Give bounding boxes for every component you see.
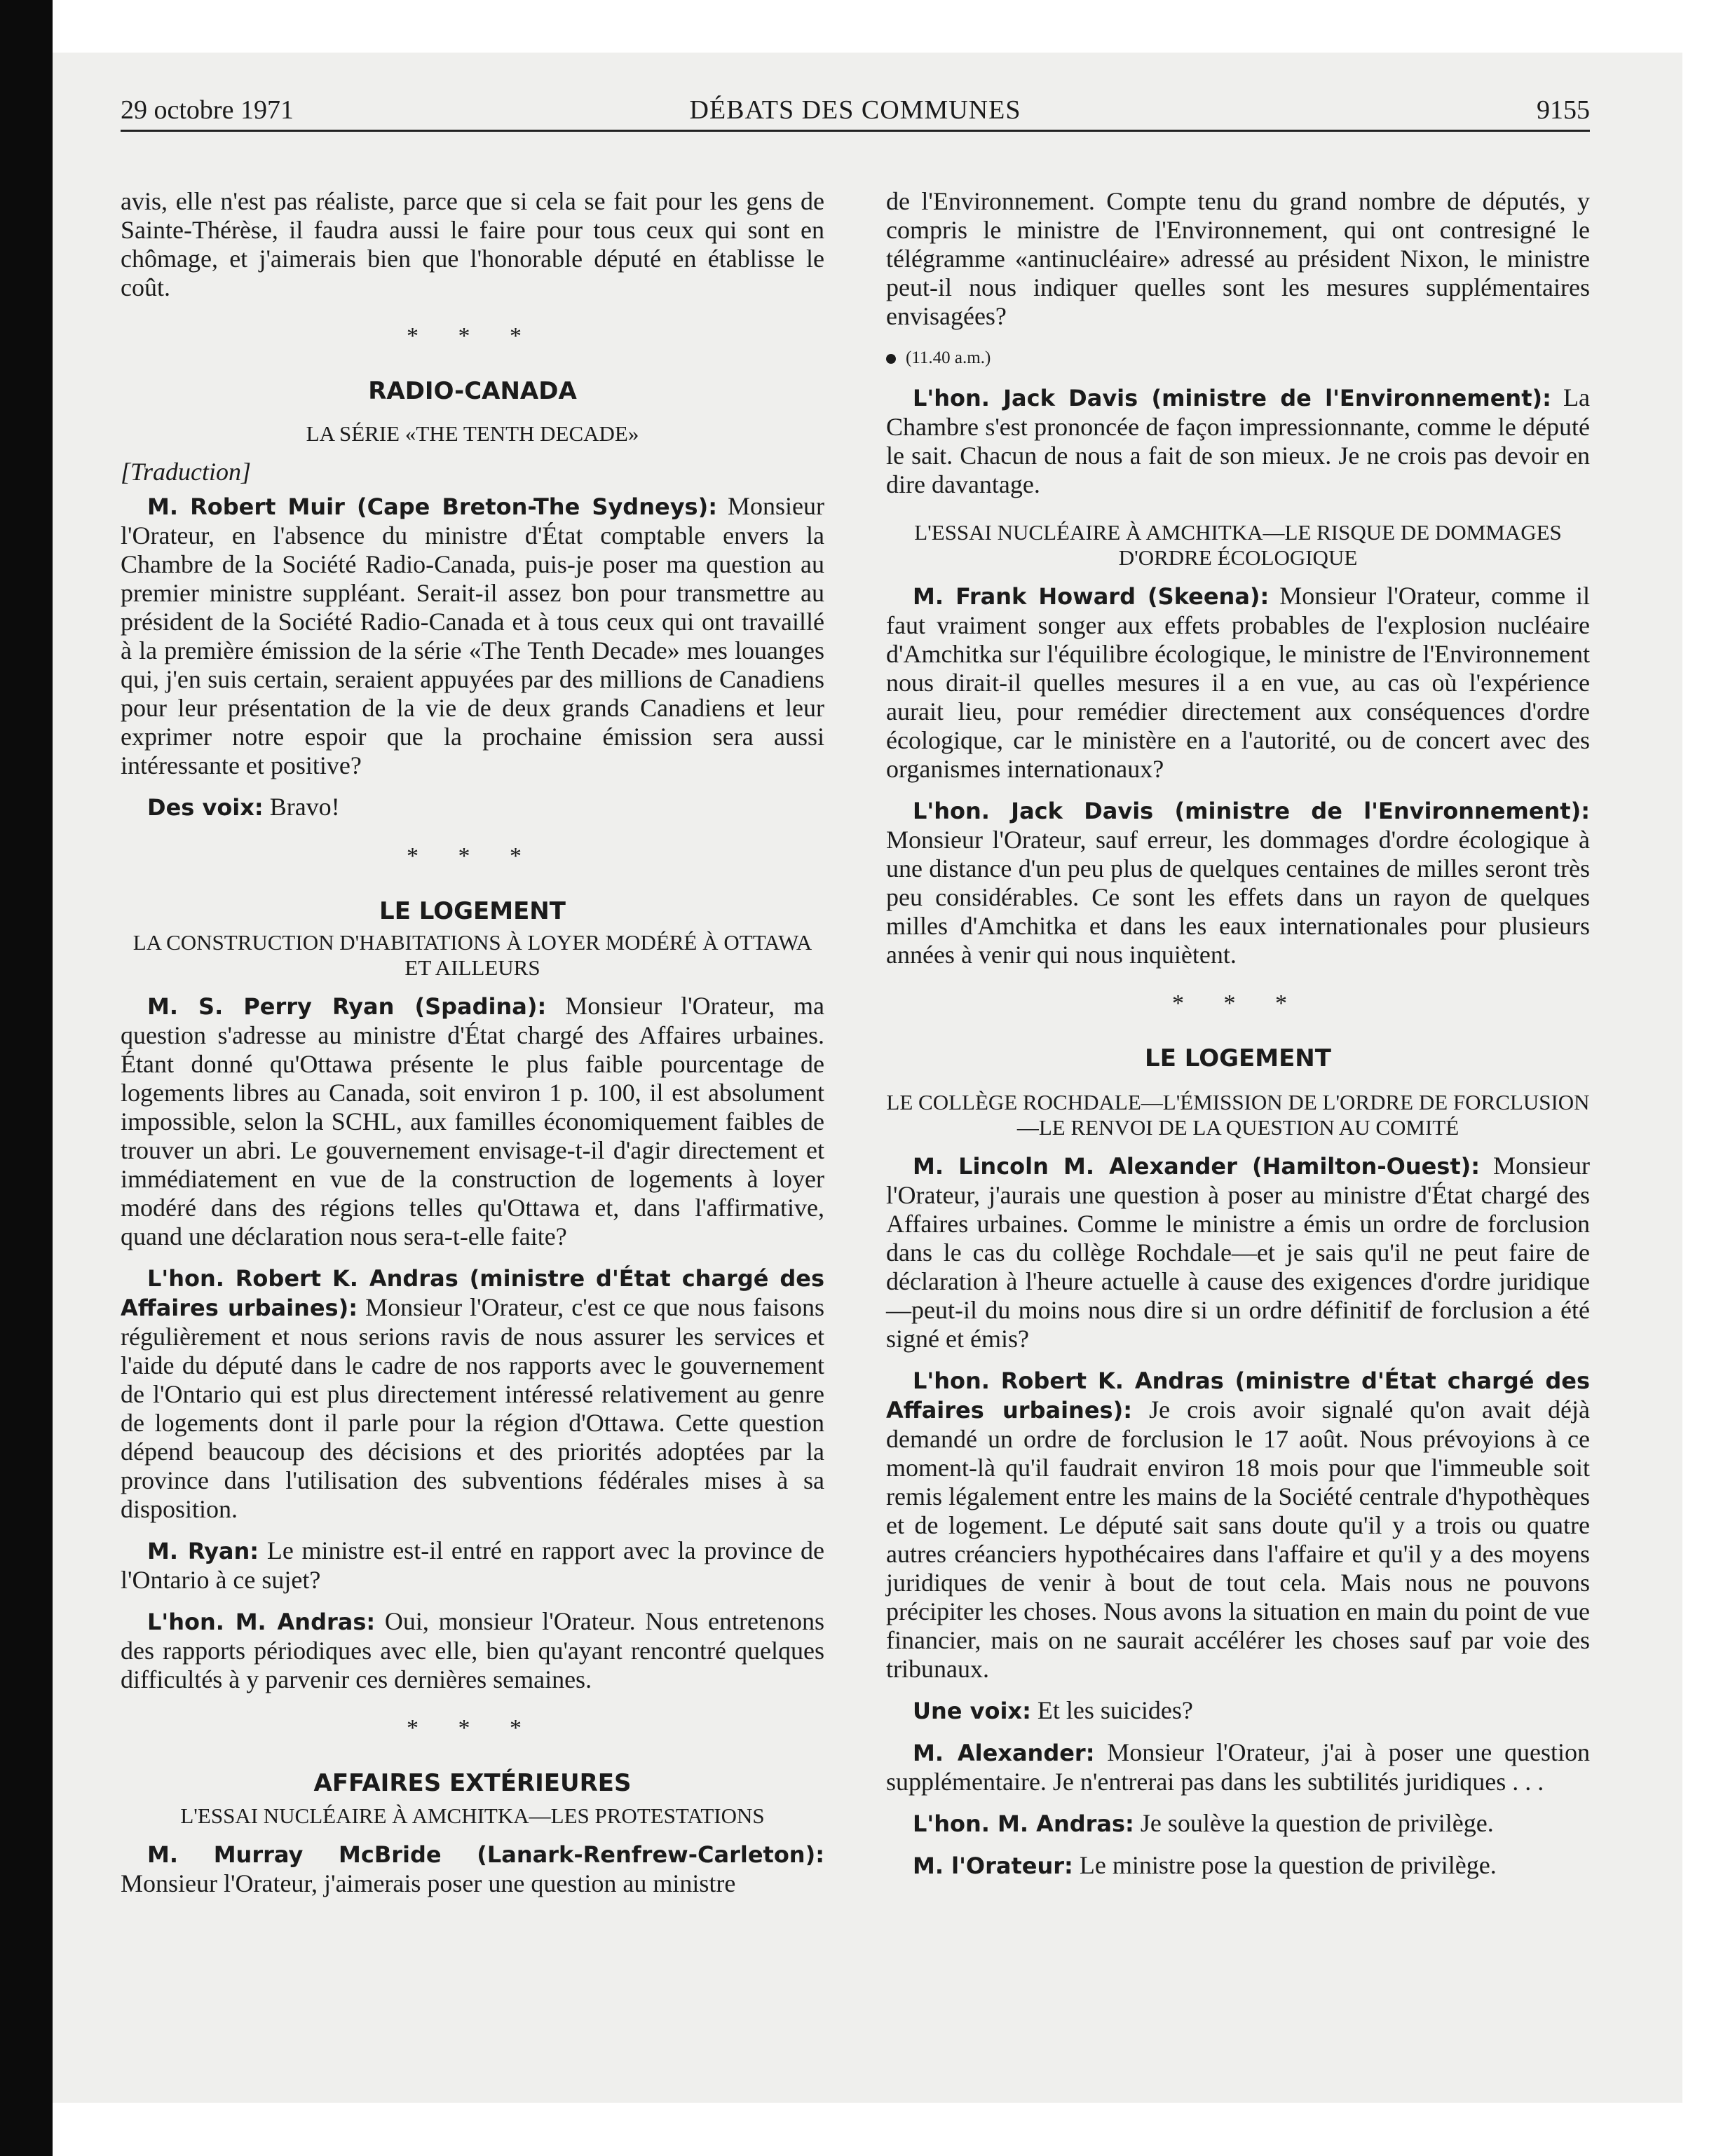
speech-text: Monsieur l'Orateur, en l'absence du ministre d'État comptable envers la Chambre de la Société Radio-Canada, puis-je poser ma question au premier ministre suppléant. Serait-il assez bon pour transmettre au président de la Société Radio-Canada et à tous ceux qui ont travaillé à la première émission de la série «The Tenth Decade» mes louanges qui, j'en suis certain, seraient appuyées par des millions de Canadiens pour leur présentation de la vie de deux grands Canadiens et leur exprimer notre espoir que la prochaine émission sera aussi intéressante et positive? bbox=[121, 492, 824, 779]
paragraph: avis, elle n'est pas réaliste, parce que si cela se fait pour les gens de Sainte-Thérèse, il faudra aussi le faire pour tous ceux qui sont en chômage, et j'aimerais bien que l'honorable député en établisse le coût. bbox=[121, 187, 824, 301]
speaker: M. Lincoln M. Alexander (Hamilton-Ouest): bbox=[913, 1153, 1481, 1180]
header-date: 29 octobre 1971 bbox=[121, 95, 294, 125]
speech bbox=[886, 1696, 1590, 1726]
section-subtitle: LA SÉRIE «THE TENTH DECADE» bbox=[306, 421, 639, 446]
speech bbox=[121, 1607, 824, 1694]
speech bbox=[121, 492, 824, 780]
speech-text: Bravo! bbox=[263, 793, 340, 821]
section-title: LE LOGEMENT bbox=[379, 897, 566, 925]
speech bbox=[886, 582, 1590, 784]
section-separator: * * * bbox=[407, 843, 538, 869]
section-subtitle: L'ESSAI NUCLÉAIRE À AMCHITKA—LES PROTESTATIONS bbox=[180, 1803, 765, 1828]
speaker: L'hon. Jack Davis (ministre de l'Environnement): bbox=[913, 798, 1590, 824]
speech bbox=[121, 793, 824, 822]
speech bbox=[886, 1809, 1590, 1838]
speech bbox=[121, 1536, 824, 1595]
speech-text: Monsieur l'Orateur, j'aimerais poser une question au ministre bbox=[121, 1869, 736, 1897]
translation-note: [Traduction] bbox=[121, 458, 252, 486]
time-text: (11.40 a.m.) bbox=[906, 348, 991, 367]
speech bbox=[886, 1152, 1590, 1353]
page-header bbox=[121, 93, 1590, 132]
speech bbox=[886, 1738, 1590, 1796]
header-title: DÉBATS DES COMMUNES bbox=[689, 95, 1021, 125]
section-subtitle: L'ESSAI NUCLÉAIRE À AMCHITKA—LE RISQUE DE DOMMAGES D'ORDRE ÉCOLOGIQUE bbox=[914, 520, 1562, 570]
scan-border bbox=[0, 0, 53, 2156]
speech-text: Et les suicides? bbox=[1030, 1696, 1193, 1724]
speech-text: Je soulève la question de privilège. bbox=[1134, 1809, 1494, 1837]
right-column bbox=[886, 187, 1590, 1893]
speech-text: Je crois avoir signalé qu'on avait déjà demandé un ordre de forclusion le 17 août. Nous prévoyions à ce moment-là qu'il faudrait environ 18 mois pour que l'immeuble soit remis légalement entre les mains de la Société centrale d'hypothèques et de logement. Le député sait sans doute qu'il y a trois ou quatre autres créanciers hypothécaires dans l'affaire et qu'il y a des moyens juridiques de venir à bout de tout cela. Mais nous ne pouvons précipiter les choses. Nous avons la situation en main du point de vue financier, mais on ne saurait accélérer les choses sauf par voie des tribunaux. bbox=[886, 1396, 1591, 1683]
speaker: L'hon. Robert K. Andras (ministre d'État chargé des Affaires urbaines): bbox=[121, 1265, 824, 1321]
speech-text: Monsieur l'Orateur, j'aurais une question à poser au ministre d'État chargé des Affaires urbaines. Comme le ministre a émis un ordre de forclusion dans le cas du collège Rochdale—et je sais qu'il ne peut faire de déclaration à l'heure actuelle à cause des exigences d'ordre juridique—peut-il du moins nous dire si un ordre définitif de forclusion a été signé et émis? bbox=[886, 1152, 1591, 1353]
speech-text: Monsieur l'Orateur, sauf erreur, les dommages d'ordre écologique à une distance d'un peu plus de quelques centaines de milles seront très peu considérables. Ce sont les effets dans un rayon de quelques milles d'Amchitka et dans les eaux internationales pour plusieurs années à venir qui nous inquiètent. bbox=[886, 826, 1590, 969]
left-column bbox=[121, 187, 824, 1911]
header-page-number: 9155 bbox=[1537, 95, 1590, 125]
speech-text: Le ministre pose la question de privilège. bbox=[1073, 1851, 1497, 1879]
speech bbox=[121, 992, 824, 1251]
section-separator: * * * bbox=[407, 323, 538, 349]
speaker: M. Frank Howard (Skeena): bbox=[913, 583, 1270, 610]
section-separator: * * * bbox=[407, 1715, 538, 1741]
speech bbox=[121, 1264, 824, 1524]
speaker: M. Alexander: bbox=[913, 1740, 1095, 1766]
speech bbox=[886, 383, 1590, 499]
section-title: LE LOGEMENT bbox=[1145, 1044, 1331, 1072]
section-title: AFFAIRES EXTÉRIEURES bbox=[313, 1769, 632, 1797]
section-separator: * * * bbox=[1172, 990, 1304, 1016]
speech-text: La Chambre s'est prononcée de façon impressionnante, comme le député le sait. Chacun de nous a fait de son mieux. Je ne crois pas devoir en dire davantage. bbox=[886, 383, 1591, 498]
speech-text: Monsieur l'Orateur, j'ai à poser une question supplémentaire. Je n'entrerai pas dans les subtilités juridiques . . . bbox=[886, 1738, 1590, 1796]
speech-text: Oui, monsieur l'Orateur. Nous entretenons des rapports périodiques avec elle, bien qu'ayant rencontré quelques difficultés à y parvenir ces dernières semaines. bbox=[121, 1607, 824, 1693]
speech bbox=[886, 1366, 1590, 1684]
speech-text: Monsieur l'Orateur, comme il faut vraiment songer aux effets probables de l'explosion nucléaire d'Amchitka sur l'équilibre écologique, le ministre de l'Environnement nous dirait-il quelles mesures il a en vue, au cas où l'expérience aurait lieu, pour remédier directement aux conséquences d'ordre écologique, car le ministère en a l'autorité, ou de concert avec des organismes internationaux? bbox=[886, 582, 1590, 783]
bullet-icon bbox=[886, 354, 896, 364]
section-subtitle: LE COLLÈGE ROCHDALE—L'ÉMISSION DE L'ORDRE DE FORCLUSION—LE RENVOI DE LA QUESTION AU COMITÉ bbox=[886, 1090, 1590, 1140]
speaker: Une voix: bbox=[913, 1698, 1031, 1724]
section-subtitle: LA CONSTRUCTION D'HABITATIONS À LOYER MODÉRÉ À OTTAWA ET AILLEURS bbox=[132, 930, 812, 980]
speaker: M. S. Perry Ryan (Spadina): bbox=[147, 993, 547, 1020]
speaker: Des voix: bbox=[147, 794, 264, 821]
speaker: M. Murray McBride (Lanark-Renfrew-Carleton): bbox=[147, 1841, 824, 1868]
paragraph: de l'Environnement. Compte tenu du grand nombre de députés, y compris le ministre de l'Environnement, qui ont contresigné le télégramme «antinucléaire» adressé au président Nixon, le ministre peut-il nous indiquer quelles sont les mesures supplémentaires envisagées? bbox=[886, 187, 1590, 330]
speech-text: Monsieur l'Orateur, c'est ce que nous faisons régulièrement et nous serions ravis de nous assurer les services et l'aide du député dans le cadre de nos rapports avec le gouvernement de l'Ontario qui est plus directement intéressé relativement au genre de logements dont il parle pour la région d'Ottawa. Cette question dépend beaucoup des décisions et des priorités adoptées par la province dans l'utilisation des subventions fédérales mises à sa disposition. bbox=[121, 1293, 824, 1523]
speaker: M. Ryan: bbox=[147, 1538, 259, 1564]
speech-text: Monsieur l'Orateur, ma question s'adresse au ministre d'État chargé des Affaires urbaines. Étant donné qu'Ottawa présente le plus faible pourcentage de logements libres au Canada, soit environ 1 p. 100, il est absolument impossible, selon la SCHL, aux familles économiquement faibles de trouver un abri. Le gouvernement envisage-t-il d'agir directement et immédiatement en vue de la construction de logements à loyer modéré dans des régions telles qu'Ottawa et, dans l'affirmative, quand une déclaration nous sera-t-elle faite? bbox=[121, 992, 824, 1250]
speaker: L'hon. M. Andras: bbox=[147, 1609, 376, 1635]
speaker: M. l'Orateur: bbox=[913, 1853, 1073, 1879]
speech bbox=[121, 1840, 824, 1898]
section-title: RADIO-CANADA bbox=[368, 377, 577, 405]
speech bbox=[886, 1851, 1590, 1881]
speaker: M. Robert Muir (Cape Breton-The Sydneys): bbox=[147, 493, 718, 520]
speaker: L'hon. Jack Davis (ministre de l'Environnement): bbox=[913, 385, 1551, 411]
time-marker bbox=[886, 343, 1590, 372]
speaker: L'hon. M. Andras: bbox=[913, 1810, 1134, 1837]
speech-text: Le ministre est-il entré en rapport avec la province de l'Ontario à ce sujet? bbox=[121, 1536, 824, 1594]
speaker: L'hon. Robert K. Andras (ministre d'État chargé des Affaires urbaines): bbox=[886, 1367, 1590, 1424]
speech bbox=[886, 796, 1590, 969]
